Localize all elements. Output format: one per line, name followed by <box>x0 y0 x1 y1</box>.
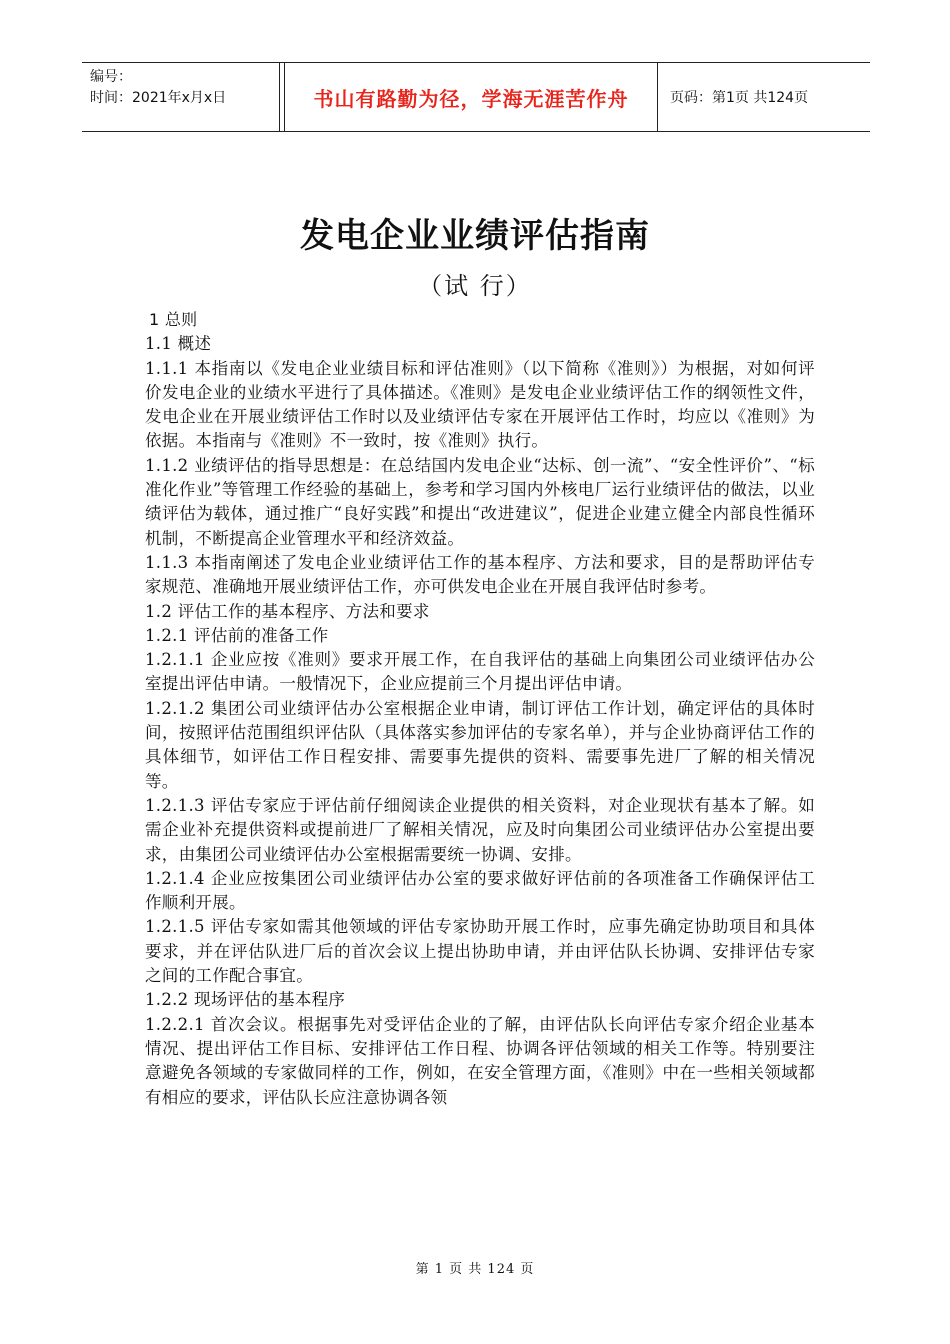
paragraph: 1.2.2 现场评估的基本程序 <box>145 990 346 1010</box>
document-subtitle: （试 行） <box>418 272 532 300</box>
paragraph: 1.1.2 业绩评估的指导思想是：在总结国内发电企业“达标、创一流”、“安全性评价”、“标准化作业”等管理工作经验的基础上，参考和学习国内外核电厂运行业绩评估的做法，以业绩评估为载体，通过推广“良好实践”和提出“改进建议”，促进企业建立健全内部良性循环机制，不断提高企业管理水平和经济效益。 <box>145 455 815 548</box>
document-body <box>145 308 815 1110</box>
paragraph: 1.1.1 本指南以《发电企业业绩目标和评估准则》（以下简称《准则》）为根据，对如何评价发电企业的业绩水平进行了具体描述。《准则》是发电企业业绩评估工作的纲领性文件，发电企业在开展业绩评估工作时以及业绩评估专家在开展评估工作时，均应以《准则》为依据。本指南与《准则》不一致时，按《准则》执行。 <box>145 358 815 451</box>
paragraph: 1.2.1.5 评估专家如需其他领域的评估专家协助开展工作时，应事先确定协助项目和具体要求，并在评估队进厂后的首次会议上提出协助申请，并由评估队长协调、安排评估专家之间的工作配合事宜。 <box>145 917 815 986</box>
header-motto: 书山有路勤为径，学海无涯苦作舟 <box>313 86 629 111</box>
paragraph: 1.2.1.1 企业应按《准则》要求开展工作，在自我评估的基础上向集团公司业绩评估办公室提出评估申请。一般情况下，企业应提前三个月提出评估申请。 <box>145 650 815 694</box>
paragraph: 1.2.1.4 企业应按集团公司业绩评估办公室的要求做好评估前的各项准备工作确保评估工作顺利开展。 <box>145 868 815 913</box>
header-motto-cell <box>284 63 658 131</box>
paragraph: 1.2.2.1 首次会议。根据事先对受评估企业的了解，由评估队长向评估专家介绍企业基本情况、提出评估工作目标、安排评估工作日程、协调各评估领域的相关工作等。特别要注意避免各领域的专家做同样的工作，例如，在安全管理方面，《准则》中在一些相关领域都有相应的要求，评估队长应注意协调各领 <box>145 1014 815 1107</box>
paragraph: 1.1 概述 <box>145 334 212 354</box>
document-time-label: 时间：2021年x月x日 <box>90 90 227 106</box>
header-page-info: 页码：第1页 共124页 <box>670 90 809 106</box>
page-footer: 第 1 页 共 124 页 <box>415 1262 535 1277</box>
section-heading: 1 总则 <box>149 310 198 329</box>
paragraph: 1.2.1 评估前的准备工作 <box>145 625 329 645</box>
paragraph: 1.1.3 本指南阐述了发电企业业绩评估工作的基本程序、方法和要求，目的是帮助评估专家规范、准确地开展业绩评估工作，亦可供发电企业在开展自我评估时参考。 <box>145 552 815 597</box>
page-header <box>82 62 870 132</box>
paragraph: 1.2.1.2 集团公司业绩评估办公室根据企业申请，制订评估工作计划，确定评估的具体时间，按照评估范围组织评估队（具体落实参加评估的专家名单），并与企业协商评估工作的具体细节，如评估工作日程安排、需要事先提供的资料、需要事先进厂了解的相关情况等。 <box>145 698 815 791</box>
paragraph: 1.2 评估工作的基本程序、方法和要求 <box>145 601 430 621</box>
paragraph: 1.2.1.3 评估专家应于评估前仔细阅读企业提供的相关资料，对企业现状有基本了解。如需企业补充提供资料或提前进厂了解相关情况，应及时向集团公司业绩评估办公室提出要求，由集团公司业绩评估办公室根据需要统一协调、安排。 <box>145 795 815 864</box>
document-title: 发电企业业绩评估指南 <box>300 216 650 256</box>
document-number-label: 编号： <box>90 69 132 85</box>
header-meta <box>82 63 280 131</box>
